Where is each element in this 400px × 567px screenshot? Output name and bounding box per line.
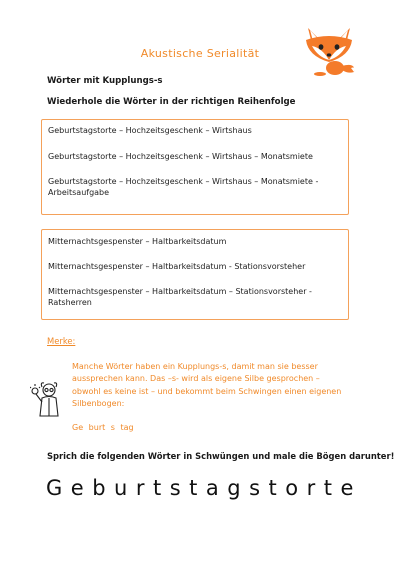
word-sequence-line: Geburtstagstorte – Hochzeitsgeschenk – Wirtshaus – Monatsmiete: [48, 152, 313, 161]
word-sequence-line: Mitternachtsgespenster – Haltbarkeitsdatum: [48, 237, 227, 246]
word-box-1: [41, 119, 349, 215]
instruction-text: Sprich die folgenden Wörter in Schwüngen und male die Bögen darunter!: [47, 451, 395, 461]
syllable-example: Ge burt s tag: [72, 423, 134, 432]
word-box-2: [41, 229, 349, 320]
practice-word: Geburtstagstorte: [46, 476, 362, 500]
page-title: Akustische Serialität: [140, 47, 260, 60]
section-heading-wiederhole: Wiederhole die Wörter in der richtigen Reihenfolge: [47, 97, 296, 107]
scientist-icon: [30, 378, 66, 418]
word-sequence-line: Geburtstagstorte – Hochzeitsgeschenk – Wirtshaus – Monatsmiete - Arbeitsaufgabe: [48, 177, 319, 197]
merke-text: Manche Wörter haben ein Kupplungs-s, damit man sie besser aussprechen kann. Das –s- wird als eigene Silbe gesprochen – obwohl es keine ist – und bekommt beim Schwingen einen eigenen Silbenbogen:: [72, 362, 342, 409]
word-sequence-line: Geburtstagstorte – Hochzeitsgeschenk – Wirtshaus: [48, 126, 252, 135]
fox-icon: [300, 22, 358, 76]
word-sequence-line: Mitternachtsgespenster – Haltbarkeitsdatum - Stationsvorsteher: [48, 262, 306, 271]
word-sequence-line: Mitternachtsgespenster – Haltbarkeitsdatum – Stationsvorsteher - Ratsherren: [48, 287, 312, 307]
merke-label: Merke:: [47, 336, 76, 346]
section-heading-kupplung: Wörter mit Kupplungs-s: [47, 76, 163, 86]
